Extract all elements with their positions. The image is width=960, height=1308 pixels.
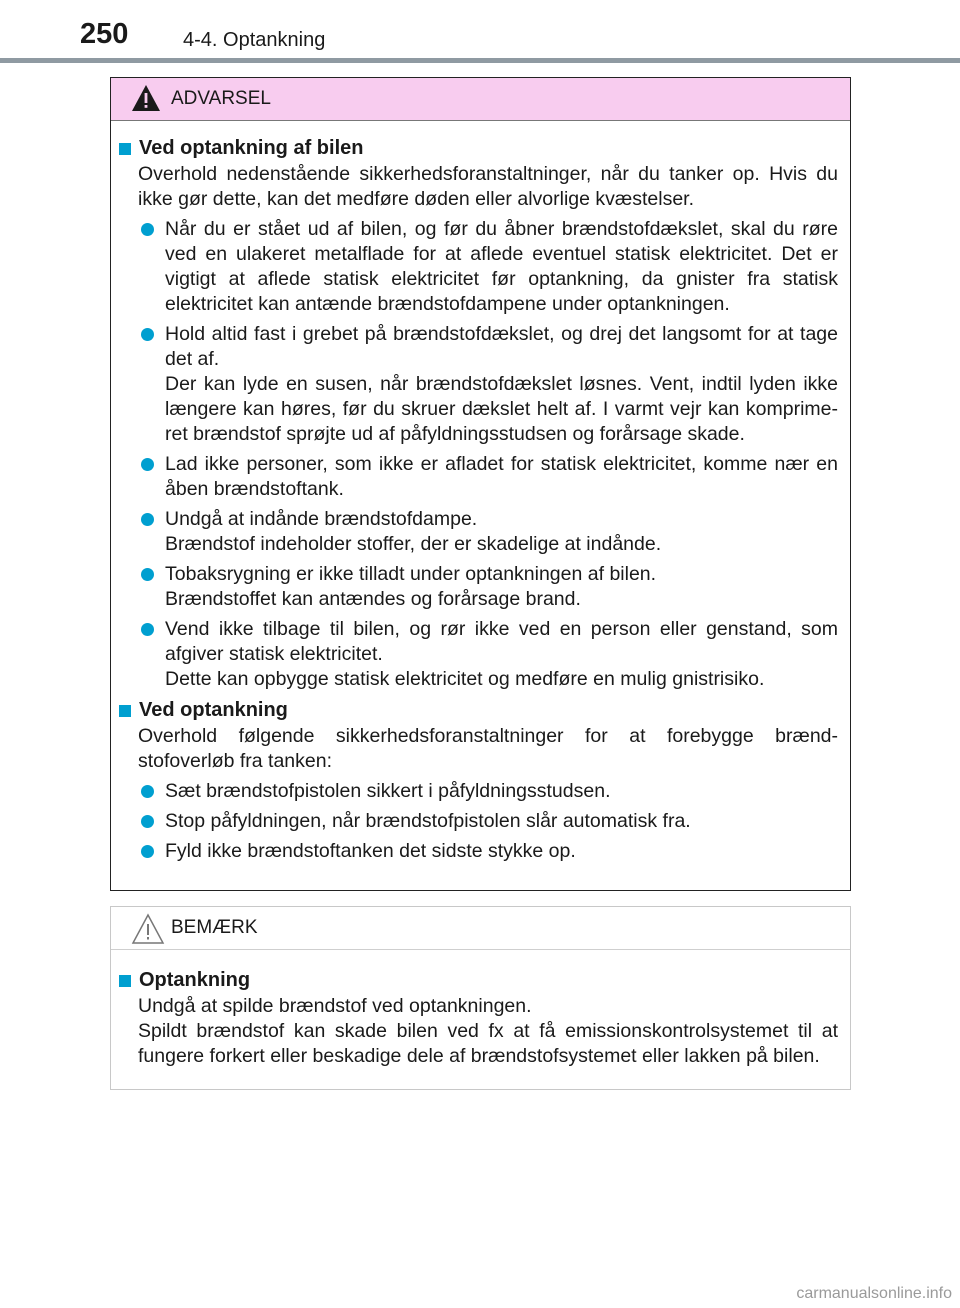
round-bullet-icon bbox=[141, 568, 154, 581]
heading-text: Ved optankning bbox=[139, 699, 288, 721]
square-bullet-icon bbox=[119, 705, 131, 717]
list-item bbox=[119, 809, 838, 834]
notice-box bbox=[110, 906, 851, 1090]
item-text: Tobaksrygning er ikke tilladt under optankningen af bilen. bbox=[165, 563, 657, 585]
notice-text bbox=[119, 994, 838, 1069]
item-text: Fyld ikke brændstoftanken det sidste stykke op. bbox=[165, 840, 576, 862]
caution-triangle-icon bbox=[131, 913, 165, 945]
item-text: Lad ikke personer, som ikke er afladet for statisk elektricitet, komme nær en åben brændstoftank. bbox=[165, 453, 838, 500]
item-text: Undgå at indånde brændstofdampe. bbox=[165, 508, 478, 530]
notice-body bbox=[111, 950, 850, 1069]
page-header bbox=[0, 0, 960, 64]
item-text: Sæt brændstofpistolen sikkert i påfyldningsstudsen. bbox=[165, 780, 611, 802]
item-text: Dette kan opbygge statisk elektricitet og medføre en mulig gnistrisiko. bbox=[165, 668, 765, 690]
warning-triangle-icon bbox=[131, 84, 161, 112]
warning-section-heading bbox=[119, 135, 838, 162]
list-item bbox=[119, 562, 838, 612]
square-bullet-icon bbox=[119, 143, 131, 155]
item-text: Hold altid fast i grebet på brændstofdækslet, og drej det langsomt for at tage det af. bbox=[165, 323, 838, 370]
list-item bbox=[119, 217, 838, 317]
notice-label: BEMÆRK bbox=[171, 917, 258, 938]
page-number: 250 bbox=[80, 18, 129, 50]
section-title: 4-4. Optankning bbox=[183, 29, 326, 51]
round-bullet-icon bbox=[141, 815, 154, 828]
list-item bbox=[119, 322, 838, 447]
item-text: Vend ikke tilbage til bilen, og rør ikke ved en person eller genstand, som afgiver statisk elektricitet. bbox=[165, 618, 838, 665]
notice-header bbox=[111, 907, 850, 950]
watermark: carmanualsonline.info bbox=[796, 1285, 952, 1302]
warning-label: ADVARSEL bbox=[171, 88, 271, 109]
item-text: Der kan lyde en susen, når brændstofdækslet løsnes. Vent, indtil lyden ikke længere kan høres, før du skruer dækslet helt af. I varmt vejr kan komprime-ret brændstof sprøjte ud af påfyldningsstudsen og forårsage skade. bbox=[165, 373, 838, 445]
header-rule bbox=[0, 58, 960, 63]
list-item bbox=[119, 839, 838, 864]
round-bullet-icon bbox=[141, 458, 154, 471]
item-text: Brændstof indeholder stoffer, der er skadelige at indånde. bbox=[165, 533, 662, 555]
heading-text: Ved optankning af bilen bbox=[139, 137, 364, 159]
notice-line: Spildt brændstof kan skade bilen ved fx at få emissionskontrolsystemet til at fungere forkert eller beskadige dele af brændstofsystemet eller lakken på bilen. bbox=[138, 1020, 838, 1067]
round-bullet-icon bbox=[141, 328, 154, 341]
list-item bbox=[119, 779, 838, 804]
round-bullet-icon bbox=[141, 223, 154, 236]
warning-body bbox=[111, 121, 850, 864]
warning-section-heading bbox=[119, 697, 838, 724]
square-bullet-icon bbox=[119, 975, 131, 987]
item-text: Når du er stået ud af bilen, og før du åbner brændstofdækslet, skal du røre ved en ulakeret metalflade for at aflede eventuel statisk elektricitet. Det er vigtigt at aflede statisk elektricitet før optankning, da gnister fra statisk elektricitet kan antænde brændstofdampene under optankningen. bbox=[165, 218, 838, 315]
heading-text: Optankning bbox=[139, 969, 251, 991]
list-item bbox=[119, 452, 838, 502]
notice-line: Undgå at spilde brændstof ved optankningen. bbox=[138, 995, 532, 1017]
section-intro: Overhold nedenstående sikkerhedsforanstaltninger, når du tanker op. Hvis du ikke gør dette, kan det medføre døden eller alvorlige kvæstelser. bbox=[138, 163, 838, 210]
list-item bbox=[119, 617, 838, 692]
round-bullet-icon bbox=[141, 845, 154, 858]
round-bullet-icon bbox=[141, 513, 154, 526]
item-text: Stop påfyldningen, når brændstofpistolen slår automatisk fra. bbox=[165, 810, 691, 832]
item-text: Brændstoffet kan antændes og forårsage brand. bbox=[165, 588, 581, 610]
round-bullet-icon bbox=[141, 785, 154, 798]
notice-heading bbox=[119, 967, 838, 994]
section-intro: Overhold følgende sikkerhedsforanstaltninger for at forebygge brænd-stofoverløb fra tanken: bbox=[138, 725, 838, 772]
warning-box bbox=[110, 77, 851, 891]
list-item bbox=[119, 507, 838, 557]
round-bullet-icon bbox=[141, 623, 154, 636]
warning-header bbox=[111, 78, 850, 121]
